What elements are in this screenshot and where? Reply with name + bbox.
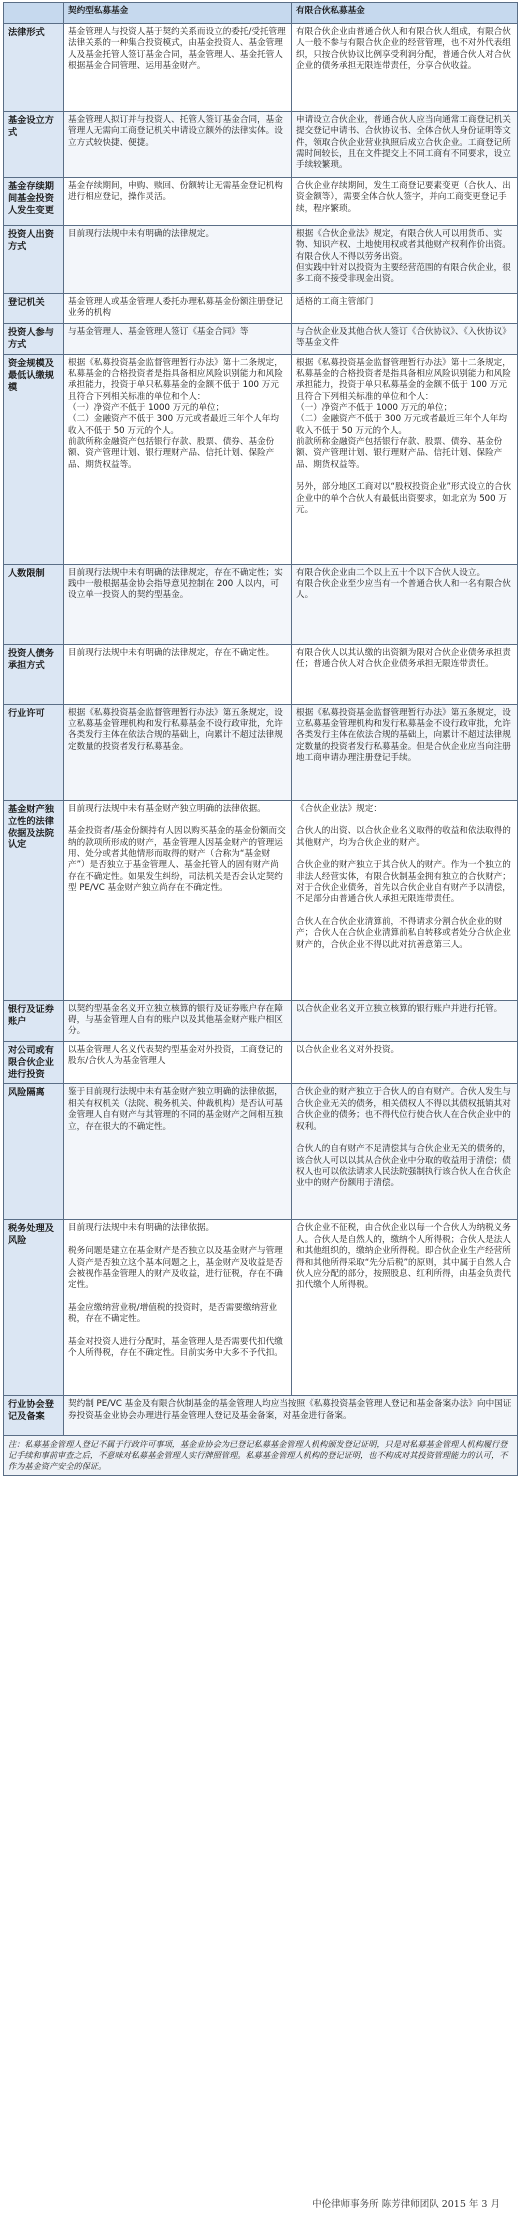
cell-lp-fund: 合伙企业存续期间，发生工商登记要素变更（合伙人、出资金额等），需要全体合伙人签字，并向工商变更登记手续，程序繁琐。 [292,178,518,226]
table-note: 注：私募基金管理人登记不属于行政许可事项，基金业协会为已登记私募基金管理人机构颁发登记证明，只是对私募基金管理人机构履行登记手续和事前审查之后，不意味对私募基金管理人实行牌照管理。私募基金管理人机构的登记证明，也不构成对其投资管理能力的认可，不作为基金资产安全的保证。 [4,1436,518,1475]
cell-contract-fund: 基金存续期间，申购、赎回、份额转让无需基金登记机构进行相应登记，操作灵活。 [64,178,292,226]
cell-lp-fund: 有限合伙企业由普通合伙人和有限合伙人组成，有限合伙人一般不参与有限合伙企业的经营管理，也不对外代表组织，只按合伙协议比例享受利润分配，普通合伙人对合伙企业的债务承担无限连带责任，分享合伙收益。 [292,24,518,112]
cell-contract-fund: 目前现行法规中未有基金财产独立明确的法律依据。 基金投资者/基金份额持有人因以购买基金的基金份额而交纳的款项所形成的财产，基金管理人因基金财产的管理运用、处分或者其他情形而取得的财产（合称为“基金财产”）是否独立于基金管理人、基金托管人的固有财产尚存在不确定性。如果发生纠纷，司法机关是否会认定契约型 PE/VC 基金财产独立尚存在不确定性。 [64,800,292,1000]
row-label: 对公司或有限合伙企业进行投资 [4,1041,64,1084]
table-row [4,112,518,178]
cell-lp-fund: 根据《合伙企业法》规定，有限合伙人可以用货币、实物、知识产权、土地使用权或者其他财产权利作价出资。有限合伙人不得以劳务出资。 但实践中针对以投资为主要经营范围的有限合伙企业，很多工商不接受非现金出资。 [292,226,518,294]
table-row [4,1396,518,1436]
cell-contract-fund: 目前现行法规中未有明确的法律规定。 [64,226,292,294]
cell-contract-fund: 目前现行法规中未有明确的法律规定，存在不确定性；实践中一般根据基金协会指导意见控制在 200 人以内，可设立单一投资人的契约型基金。 [64,564,292,644]
table-row [4,704,518,800]
row-label: 基金财产独立性的法律依据及法院认定 [4,800,64,1000]
row-label: 税务处理及风险 [4,1220,64,1396]
row-label: 人数限制 [4,564,64,644]
row-label: 基金设立方式 [4,112,64,178]
cell-lp-fund: 合伙企业的财产独立于合伙人的自有财产。合伙人发生与合伙企业无关的债务，相关债权人不得以其债权抵销其对合伙企业的债务；也不得代位行使合伙人在合伙企业中的权利。 合伙人的自有财产不足清偿其与合伙企业无关的债务的，该合伙人可以以其从合伙企业中分取的收益用于清偿；债权人也可以依法请求人民法院强制执行该合伙人在合伙企业中的财产份额用于清偿。 [292,1084,518,1220]
cell-lp-fund: 申请设立合伙企业，普通合伙人应当向通常工商登记机关提交登记申请书、合伙协议书、全体合伙人身份证明等文件，领取合伙企业营业执照后成立合伙企业。工商登记所需时间较长，且在文件提交上不同工商有不同要求，设立手续较繁琐。 [292,112,518,178]
table-row [4,178,518,226]
cell-contract-fund: 目前现行法规中未有明确的法律规定，存在不确定性。 [64,644,292,704]
row-label: 风险隔离 [4,1084,64,1220]
cell-contract-fund: 根据《私募投资基金监督管理暂行办法》第五条规定，设立私募基金管理机构和发行私募基金不设行政审批，允许各类发行主体在依法合规的基础上，向累计不超过法律规定数量的投资者发行私募基金。 [64,704,292,800]
cell-contract-fund: 目前现行法规中未有明确的法律依据。 税务问题是建立在基金财产是否独立以及基金财产与管理人资产是否独立这个基本问题之上，基金财产及收益是否会被视作基金管理人的财产及收益，进行征税，存在不确定性。 基金应缴纳营业税/增值税的投资时，是否需要缴纳营业税，存在不确定性。 基金对投资人进行分配时，基金管理人是否需要代扣代缴个人所得税，存在不确定性。目前实务中大多不予代扣。 [64,1220,292,1396]
row-label: 行业协会登记及备案 [4,1396,64,1436]
table-row [4,564,518,644]
cell-lp-fund: 与合伙企业及其他合伙人签订《合伙协议》、《入伙协议》等基金文件 [292,323,518,354]
table-row [4,24,518,112]
footer-credit: 中伦律师事务所 陈芳律师团队 2015 年 3 月 [312,2199,500,2210]
table-row [4,323,518,354]
comparison-table [3,2,518,1476]
cell-lp-fund: 有限合伙企业由二个以上五十个以下合伙人设立。 有限合伙企业至少应当有一个普通合伙人和一名有限合伙人。 [292,564,518,644]
table-row [4,1220,518,1396]
row-label: 投资人出资方式 [4,226,64,294]
table-row [4,1084,518,1220]
header-corner [4,3,64,24]
cell-contract-fund: 根据《私募投资基金监督管理暂行办法》第十二条规定，私募基金的合格投资者是指具备相应风险识别能力和风险承担能力，投资于单只私募基金的金额不低于 100 万元且符合下列相关标准的单位和个人： （一）净资产不低于 1000 万元的单位； （二）金融资产不低于 300 万元或者最近三年个人年均收入不低于 50 万元的个人。 前款所称金融资产包括银行存款、股票、债券、基金份额、资产管理计划、银行理财产品、信托计划、保险产品、期货权益等。 [64,354,292,564]
cell-contract-fund: 基金管理人拟订并与投资人、托管人签订基金合同，基金管理人无需向工商登记机关申请设立额外的法律实体。设立方式较快捷、便捷。 [64,112,292,178]
row-label: 法律形式 [4,24,64,112]
table-header-row [4,3,518,24]
table-row [4,354,518,564]
table-row [4,800,518,1000]
cell-contract-fund: 与基金管理人、基金管理人签订《基金合同》等 [64,323,292,354]
cell-lp-fund: 有限合伙人以其认缴的出资额为限对合伙企业债务承担责任；普通合伙人对合伙企业债务承担无限连带责任。 [292,644,518,704]
cell-lp-fund: 合伙企业不征税，由合伙企业以每一个合伙人为纳税义务人。合伙人是自然人的，缴纳个人所得税；合伙人是法人和其他组织的，缴纳企业所得税。即合伙企业生产经营所得和其他所得采取“先分后税”的原则，其中属于自然人合伙人应分配的部分，按照股息、红利所得，由基金负责代扣代缴个人所得税。 [292,1220,518,1396]
table-row [4,226,518,294]
row-label: 行业许可 [4,704,64,800]
cell-contract-fund: 鉴于目前现行法规中未有基金财产独立明确的法律依据，相关有权机关（法院、税务机关、仲裁机构）是否认可基金管理人自有财产与其管理的不同的基金财产之间相互独立，存在很大的不确定性。 [64,1084,292,1220]
cell-contract-fund: 以契约型基金名义开立独立核算的银行及证券账户存在障碍，与基金管理人自有的账户以及其他基金财产账户相区分。 [64,1000,292,1041]
table-row [4,644,518,704]
cell-lp-fund: 《合伙企业法》规定： 合伙人的出资、以合伙企业名义取得的收益和依法取得的其他财产，均为合伙企业的财产。 合伙企业的财产独立于其合伙人的财产。作为一个独立的非法人经营实体，有限合伙制基金拥有独立的合伙财产；对于合伙企业债务，首先以合伙企业自有财产予以清偿，不足部分由普通合伙人承担无限连带责任。 合伙人在合伙企业清算前，不得请求分割合伙企业的财产；合伙人在合伙企业清算前私自转移或者处分合伙企业财产的，合伙企业不得以此对抗善意第三人。 [292,800,518,1000]
cell-lp-fund: 适格的工商主管部门 [292,294,518,324]
cell-contract-fund: 以基金管理人名义代表契约型基金对外投资，工商登记的股东/合伙人为基金管理人 [64,1041,292,1084]
cell-lp-fund: 根据《私募投资基金监督管理暂行办法》第五条规定，设立私募基金管理机构和发行私募基金不设行政审批，允许各类发行主体在依法合规的基础上，向累计不超过法律规定数量的投资者发行私募基金。但是合伙企业应当向注册地工商申请办理注册登记手续。 [292,704,518,800]
cell-lp-fund: 以合伙企业名义对外投资。 [292,1041,518,1084]
table-row [4,294,518,324]
row-label: 银行及证券账户 [4,1000,64,1041]
cell-lp-fund: 根据《私募投资基金监督管理暂行办法》第十二条规定，私募基金的合格投资者是指具备相应风险识别能力和风险承担能力，投资于单只私募基金的金额不低于 100 万元且符合下列相关标准的单位和个人： （一）净资产不低于 1000 万元的单位； （二）金融资产不低于 300 万元或者最近三年个人年均收入不低于 50 万元的个人。 前款所称金融资产包括银行存款、股票、债券、基金份额、资产管理计划、银行理财产品、信托计划、保险产品、期货权益等。 另外，部分地区工商对以“股权投资企业”形式设立的合伙企业中的单个合伙人有最低出资要求，如北京为 500 万元。 [292,354,518,564]
header-contract-fund: 契约型私募基金 [64,3,292,24]
table-row [4,1000,518,1041]
cell-contract-fund: 基金管理人与投资人基于契约关系而设立的委托/受托管理法律关系的一种集合投资模式，由基金投资人、基金管理人及基金托管人签订基金合同，基金管理人、基金托管人根据基金合同管理、运用基金财产。 [64,24,292,112]
row-label: 登记机关 [4,294,64,324]
row-label: 投资人参与方式 [4,323,64,354]
row-label: 资金规模及最低认缴规模 [4,354,64,564]
table-note-row [4,1436,518,1475]
cell-merged: 契约制 PE/VC 基金及有限合伙制基金的基金管理人均应当按照《私募投资基金管理人登记和基金备案办法》向中国证券投资基金业协会办理进行基金管理人登记及基金备案，对基金进行备案。 [64,1396,518,1436]
header-lp-fund: 有限合伙私募基金 [292,3,518,24]
row-label: 投资人债务承担方式 [4,644,64,704]
table-row [4,1041,518,1084]
cell-contract-fund: 基金管理人或基金管理人委托办理私募基金份额注册登记业务的机构 [64,294,292,324]
cell-lp-fund: 以合伙企业名义开立独立核算的银行账户并进行托管。 [292,1000,518,1041]
row-label: 基金存续期间基金投资人发生变更 [4,178,64,226]
